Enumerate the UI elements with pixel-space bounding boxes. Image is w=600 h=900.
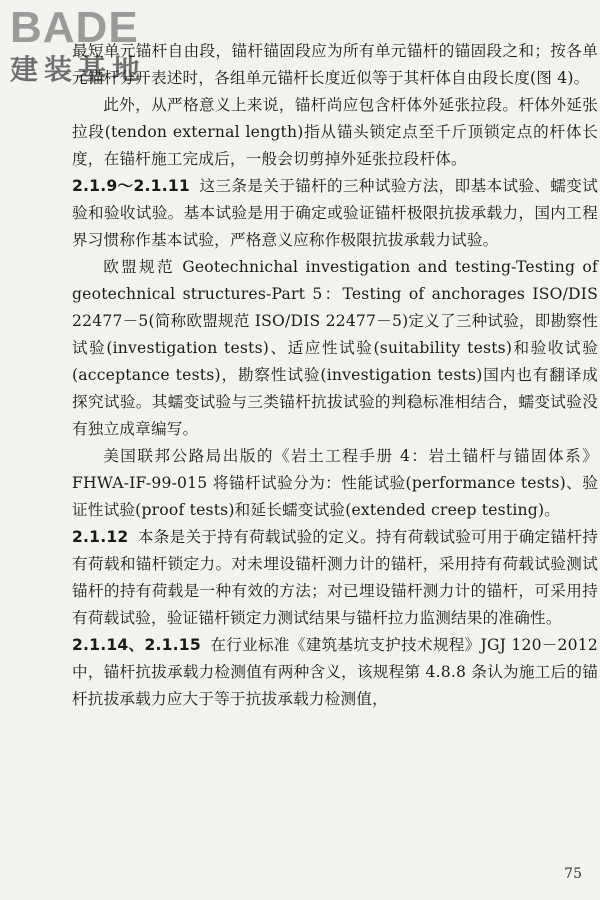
- logo-tagline: 建装基地: [10, 53, 147, 86]
- paragraph-text: 最短单元锚杆自由段，锚杆锚固段应为所有单元锚杆的锚固段之和；按各单元锚杆分开表述时，各组单元锚杆长度近似等于其杆体自由段长度(图 4)。: [72, 42, 598, 87]
- clause-number: 2.1.9～2.1.11: [72, 177, 190, 195]
- clause-number: 2.1.14、2.1.15: [72, 636, 201, 654]
- page-number: 75: [564, 866, 582, 882]
- paragraph-eu-standard: [72, 254, 598, 443]
- paragraph-tendon-external-length: [72, 92, 598, 173]
- paragraph-text: 此外，从严格意义上来说，锚杆尚应包含杆体外延张拉段。杆体外延张拉段(tendon external length)指从锚头锁定点至千斤顶锁定点的杆体长度，在锚杆施工完成后，一般会切剪掉外延张拉段杆体。: [72, 96, 598, 168]
- clause-2-1-12: [72, 524, 598, 632]
- clause-number: 2.1.12: [72, 528, 129, 546]
- logo-wordmark: BADE: [10, 3, 139, 52]
- paragraph-text: 美国联邦公路局出版的《岩土工程手册 4：岩土锚杆与锚固体系》FHWA-IF-99-015 将锚杆试验分为：性能试验(performance tests)、验证性试验(proof tests)和延长蠕变试验(extended creep testing)。: [72, 447, 598, 519]
- clause-2-1-9-to-2-1-11: [72, 173, 598, 254]
- clause-text: 本条是关于持有荷载试验的定义。持有荷载试验可用于确定锚杆持有荷载和锚杆锁定力。对未埋设锚杆测力计的锚杆，采用持有荷载试验测试锚杆的持有荷载是一种有效的方法；对已埋设锚杆测力计的锚杆，可采用持有荷载试验，验证锚杆锁定力测试结果与锚杆拉力监测结果的准确性。: [72, 528, 598, 627]
- paragraph-text: 欧盟规范 Geotechnichal investigation and testing-Testing of geotechnical structures-Part 5：Testing of anchorages ISO/DIS 22477－5(简称欧盟规范 ISO/DIS 22477－5)定义了三种试验，即勘察性试验(investigation tests)、适应性试验(suitability tests)和验收试验(acceptance tests)，勘察性试验(investigation tests)国内也有翻译成探究试验。其蠕变试验与三类锚杆抗拔试验的判稳标准相结合，蠕变试验没有独立成章编写。: [72, 258, 598, 438]
- clause-text: 在行业标准《建筑基坑支护技术规程》JGJ 120－2012 中，锚杆抗拔承载力检测值有两种含义，该规程第 4.8.8 条认为施工后的锚杆抗拔承载力应大于等于抗拔承载力检测值，: [72, 636, 598, 708]
- clause-2-1-14-2-1-15: [72, 632, 598, 713]
- paragraph-continuation: [72, 38, 598, 92]
- clause-text: 这三条是关于锚杆的三种试验方法，即基本试验、蠕变试验和验收试验。基本试验是用于确定或验证锚杆极限抗拔承载力，国内工程界习惯称作基本试验，严格意义应称作极限抗拔承载力试验。: [72, 177, 598, 249]
- paragraph-fhwa-manual: [72, 443, 598, 524]
- document-body: [72, 38, 598, 713]
